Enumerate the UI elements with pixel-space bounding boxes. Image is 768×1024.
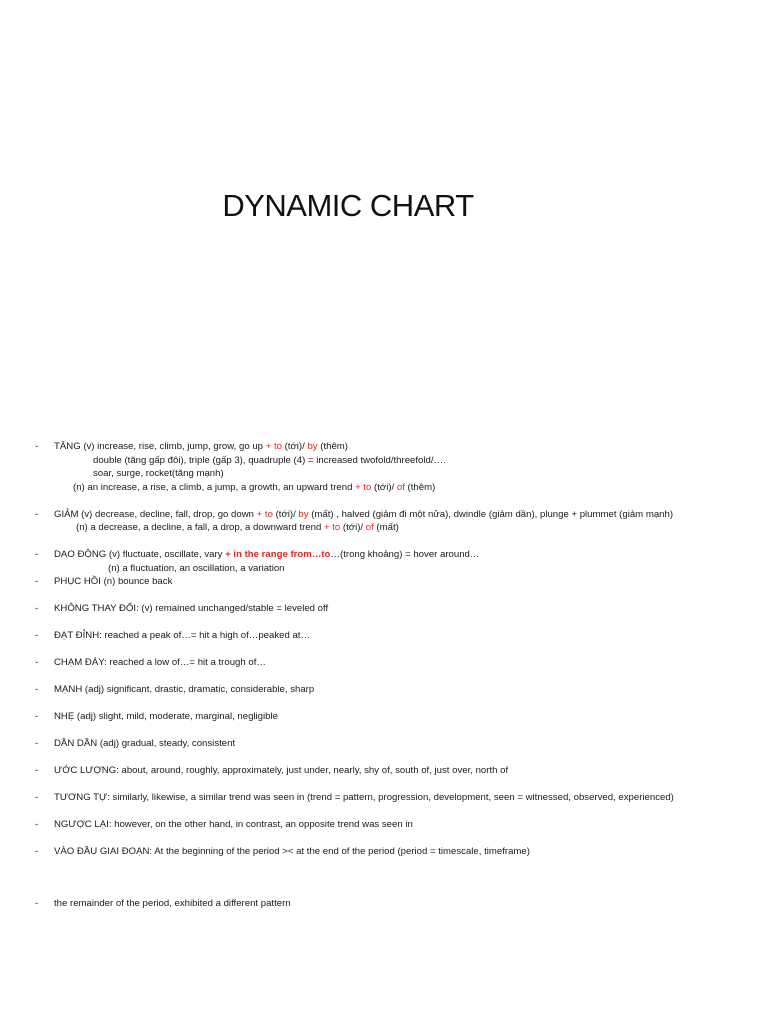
increase-verb-line [54, 441, 348, 453]
preposition-of: of [365, 522, 374, 533]
fluctuate-verb-text: DAO ĐỘNG (v) fluctuate, oscillate, vary [54, 549, 226, 560]
bullet-dash: - [35, 657, 39, 668]
list-item: PHỤC HỒI (n) bounce back [54, 576, 173, 587]
list-item: KHÔNG THAY ĐỔI: (v) remained unchanged/stable = leveled off [54, 603, 329, 614]
increase-strong-line: soar, surge, rocket(tăng mạnh) [93, 468, 224, 479]
range-phrase: + in the range from…to [225, 549, 331, 560]
list-item: NHẸ (adj) slight, mild, moderate, marginal, negligible [54, 711, 278, 722]
bullet-dash: - [35, 765, 39, 776]
bullet-dash: - [35, 603, 39, 614]
bullet-dash: - [35, 738, 39, 749]
bullet-dash: - [35, 509, 39, 520]
increase-multiples-line: double (tăng gấp đôi), triple (gấp 3), quadruple (4) = increased twofold/threefold/…. [93, 455, 446, 466]
bullet-dash: - [35, 576, 39, 587]
decrease-verb-line [54, 509, 673, 521]
list-item: ƯỚC LƯỢNG: about, around, roughly, approximately, just under, nearly, shy of, south of, just over, north of [54, 765, 509, 776]
decrease-verb-text-2: (tới)/ [272, 509, 299, 520]
fluctuate-verb-line [54, 549, 479, 561]
fluctuate-verb-text-2: …(trong khoảng) = hover around… [330, 549, 480, 560]
bullet-dash: - [35, 630, 39, 641]
fluctuate-noun-line: (n) a fluctuation, an oscillation, a variation [108, 563, 285, 574]
decrease-verb-text-3: (mất) , halved (giảm đi một nửa), dwindle (giảm dần), plunge + plummet (giảm mạnh) [308, 509, 674, 520]
preposition-to: + to [256, 509, 273, 520]
preposition-to: + to [355, 482, 372, 493]
list-item: the remainder of the period, exhibited a different pattern [54, 898, 291, 909]
decrease-noun-text-2: (tới)/ [340, 522, 366, 533]
preposition-to: + to [323, 522, 341, 533]
decrease-verb-text: GIẢM (v) decrease, decline, fall, drop, go down [54, 509, 257, 520]
decrease-noun-text-3: (mất) [373, 522, 399, 533]
bullet-dash: - [35, 441, 39, 452]
increase-noun-text-2: (tới)/ [371, 482, 397, 493]
preposition-by: by [307, 441, 318, 452]
preposition-of: of [396, 482, 405, 493]
page-title: DYNAMIC CHART [222, 188, 474, 223]
bullet-dash: - [35, 684, 39, 695]
bullet-dash: - [35, 819, 39, 830]
increase-verb-text-2: (tới)/ [281, 441, 308, 452]
increase-noun-line [73, 482, 435, 494]
list-item: CHẠM ĐÁY: reached a low of…= hit a trough of… [54, 657, 266, 668]
bullet-dash: - [35, 549, 39, 560]
list-item: MẠNH (adj) significant, drastic, dramatic, considerable, sharp [54, 684, 315, 695]
list-item: NGƯỢC LẠI: however, on the other hand, in contrast, an opposite trend was seen in [54, 819, 413, 830]
increase-verb-text-3: (thêm) [317, 441, 348, 452]
bullet-dash: - [35, 711, 39, 722]
increase-noun-text-3: (thêm) [404, 482, 436, 493]
preposition-to: + to [265, 441, 282, 452]
increase-noun-text: (n) an increase, a rise, a climb, a jump, a growth, an upward trend [73, 482, 356, 493]
list-item: VÀO ĐẦU GIAI ĐOẠN: At the beginning of the period >< at the end of the period (period = timescale, timeframe) [54, 846, 530, 857]
preposition-by: by [298, 509, 309, 520]
bullet-dash: - [35, 846, 39, 857]
decrease-noun-text: (n) a decrease, a decline, a fall, a drop, a downward trend [76, 522, 324, 533]
decrease-noun-line [76, 522, 399, 534]
bullet-dash: - [35, 792, 39, 803]
list-item: TƯƠNG TỰ: similarly, likewise, a similar trend was seen in (trend = pattern, progression, development, seen = witnessed, observed, experienced) [54, 792, 674, 803]
bullet-dash: - [35, 898, 39, 909]
increase-verb-text: TĂNG (v) increase, rise, climb, jump, grow, go up [54, 441, 266, 452]
list-item: DẦN DẦN (adj) gradual, steady, consistent [54, 738, 236, 749]
list-item: ĐẠT ĐỈNH: reached a peak of…= hit a high of…peaked at… [54, 630, 311, 641]
